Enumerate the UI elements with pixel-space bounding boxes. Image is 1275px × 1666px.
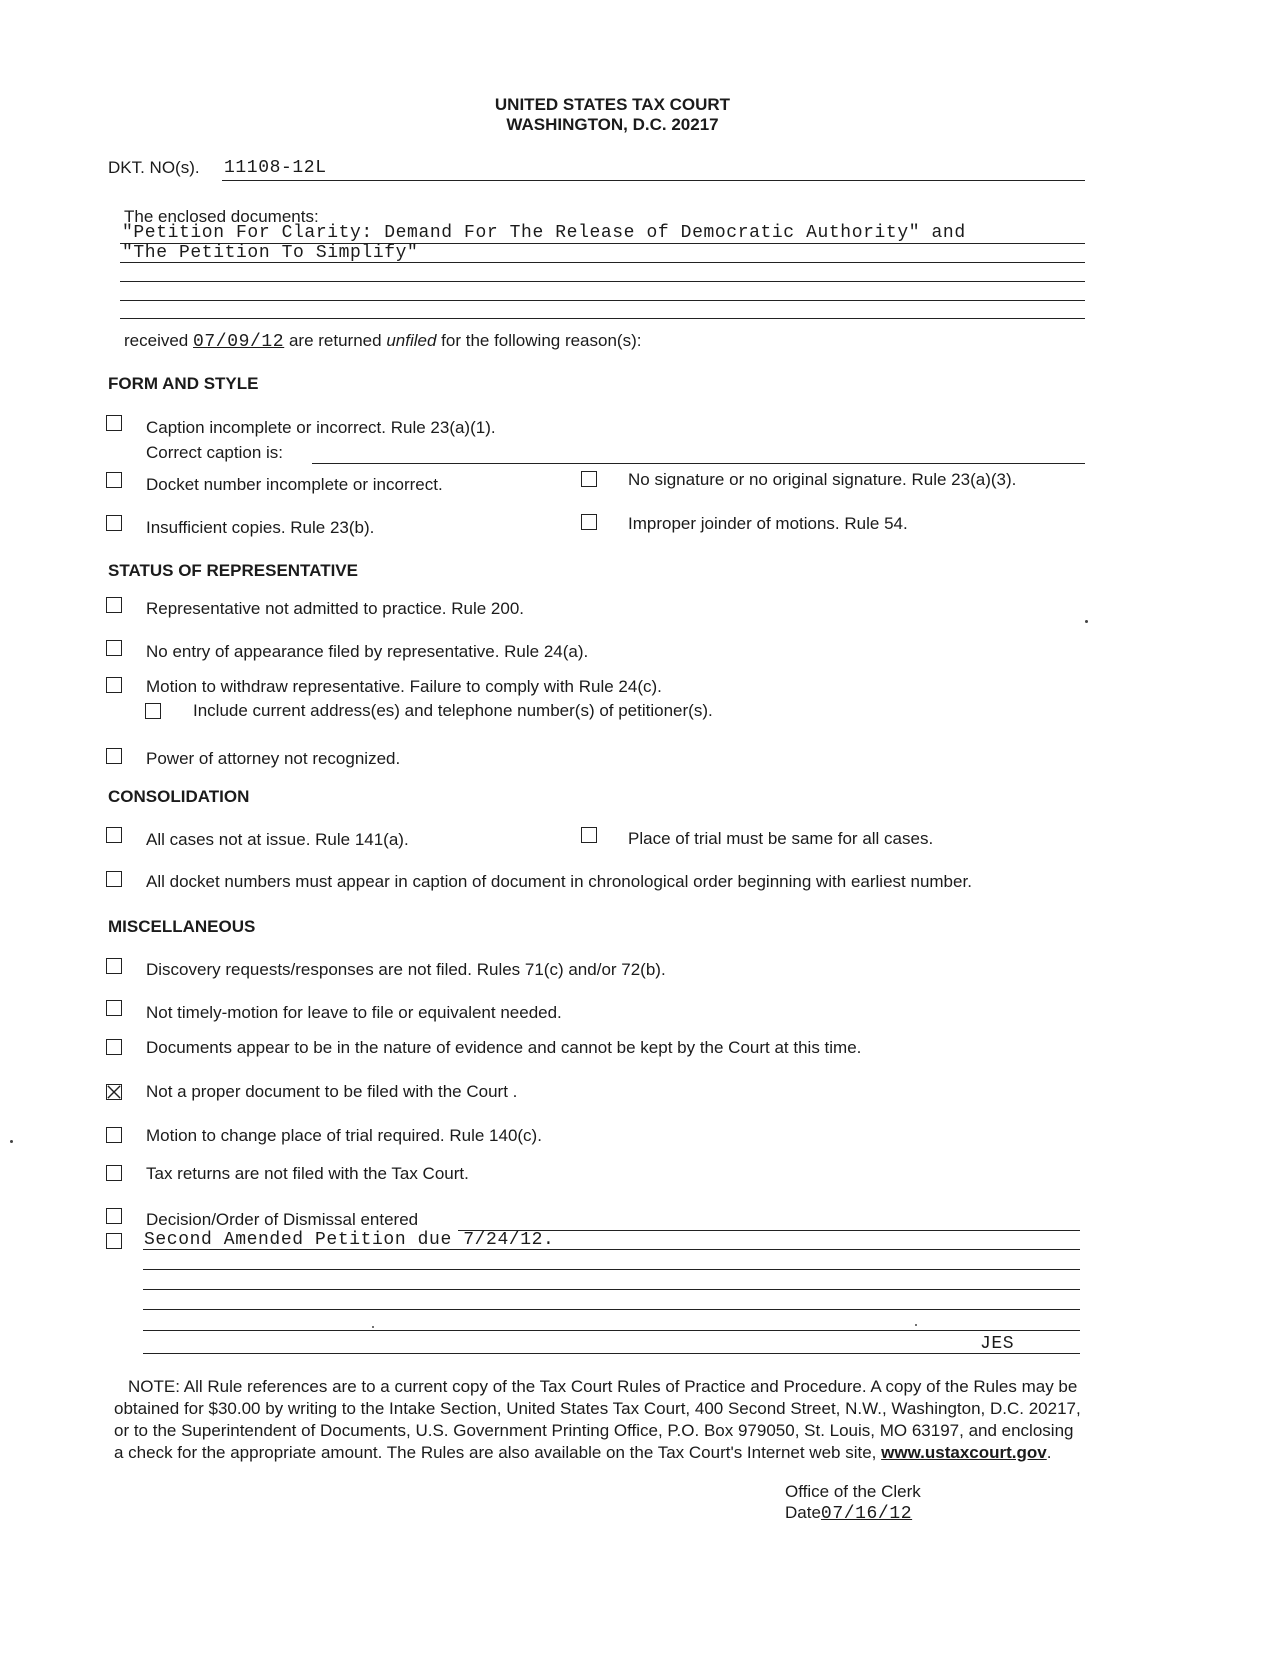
initials: JES bbox=[980, 1334, 1015, 1354]
misc-line-4 bbox=[143, 1309, 1080, 1310]
checkbox-not-admitted[interactable] bbox=[106, 597, 122, 613]
scan-speck bbox=[372, 1326, 374, 1328]
item-place-trial-same: Place of trial must be same for all cases. bbox=[628, 829, 934, 848]
section-misc: MISCELLANEOUS bbox=[108, 917, 256, 936]
item-not-at-issue: All cases not at issue. Rule 141(a). bbox=[146, 830, 409, 849]
checkbox-docket-order[interactable] bbox=[106, 871, 122, 887]
correct-caption-line bbox=[312, 463, 1085, 464]
office-of-clerk: Office of the Clerk bbox=[785, 1482, 921, 1501]
documents-line-1: "Petition For Clarity: Demand For The Release of Democratic Authority" and bbox=[122, 223, 966, 243]
item-docket-number: Docket number incomplete or incorrect. bbox=[146, 475, 443, 494]
checkbox-tax-returns[interactable] bbox=[106, 1165, 122, 1181]
item-tax-returns: Tax returns are not filed with the Tax Court. bbox=[146, 1164, 469, 1183]
item-not-admitted: Representative not admitted to practice. Rule 200. bbox=[146, 599, 524, 618]
misc-line-1 bbox=[143, 1249, 1080, 1250]
checkbox-decision-order[interactable] bbox=[106, 1208, 122, 1224]
item-not-timely: Not timely-motion for leave to file or equivalent needed. bbox=[146, 1003, 562, 1022]
checkbox-power-attorney[interactable] bbox=[106, 748, 122, 764]
item-discovery: Discovery requests/responses are not filed. Rules 71(c) and/or 72(b). bbox=[146, 960, 666, 979]
documents-underline-5 bbox=[120, 318, 1085, 319]
section-consolidation: CONSOLIDATION bbox=[108, 787, 250, 806]
checkbox-amended-petition[interactable] bbox=[106, 1233, 122, 1249]
received-date: 07/09/12 bbox=[193, 332, 285, 352]
checkbox-insufficient-copies[interactable] bbox=[106, 515, 122, 531]
misc-line-6 bbox=[143, 1353, 1080, 1354]
docket-line bbox=[222, 180, 1085, 181]
note-text: NOTE: All Rule references are to a current copy of the Tax Court Rules of Practice and Procedure. A copy of the Rules may be obtained for $30.00 by writing to the Intake Section, United States Tax Court, 400 Second Street, N.W., Washington, D.C. 20217, or to the Superintendent of Documents, U.S. Government Printing Office, P.O. Box 979050, St. Louis, MO 63197, and enclosing a check for the appropriate amount. The Rules are also available on the Tax Court's Internet web site, bbox=[114, 1377, 1081, 1462]
misc-line-5 bbox=[143, 1330, 1080, 1331]
item-power-attorney: Power of attorney not recognized. bbox=[146, 749, 401, 768]
documents-underline-4 bbox=[120, 300, 1085, 301]
website-link[interactable]: www.ustaxcourt.gov bbox=[881, 1443, 1047, 1462]
date-line bbox=[785, 1503, 912, 1524]
scan-speck bbox=[1085, 620, 1088, 623]
note-paragraph bbox=[114, 1376, 1084, 1464]
scan-speck bbox=[10, 1140, 13, 1143]
checkbox-not-timely[interactable] bbox=[106, 1000, 122, 1016]
item-include-address: Include current address(es) and telephone number(s) of petitioner(s). bbox=[193, 701, 713, 720]
note-end: . bbox=[1046, 1443, 1052, 1462]
court-address: WASHINGTON, D.C. 20217 bbox=[506, 115, 719, 134]
item-correct-caption: Correct caption is: bbox=[146, 443, 283, 462]
date-value: 07/16/12 bbox=[820, 1504, 913, 1524]
section-form-style: FORM AND STYLE bbox=[108, 374, 259, 393]
misc-line-3 bbox=[143, 1289, 1080, 1290]
returned-text: are returned bbox=[288, 331, 382, 350]
checkbox-discovery[interactable] bbox=[106, 958, 122, 974]
checkbox-not-proper[interactable] bbox=[106, 1084, 122, 1100]
checkbox-withdraw[interactable] bbox=[106, 677, 122, 693]
checkbox-evidence[interactable] bbox=[106, 1039, 122, 1055]
item-caption: Caption incomplete or incorrect. Rule 23(a)(1). bbox=[146, 418, 496, 437]
received-sentence bbox=[124, 331, 641, 352]
scan-speck bbox=[915, 1324, 917, 1326]
item-improper-joinder: Improper joinder of motions. Rule 54. bbox=[628, 514, 908, 533]
documents-line-2: "The Petition To Simplify" bbox=[122, 243, 419, 263]
checkbox-caption[interactable] bbox=[106, 415, 122, 431]
item-insufficient-copies: Insufficient copies. Rule 23(b). bbox=[146, 518, 375, 537]
check-x-icon bbox=[107, 1085, 121, 1099]
item-docket-order: All docket numbers must appear in caption of document in chronological order beginning with earliest number. bbox=[146, 872, 972, 891]
checkbox-improper-joinder[interactable] bbox=[581, 514, 597, 530]
unfiled-text: unfiled bbox=[386, 331, 437, 350]
date-label: Date bbox=[785, 1503, 821, 1522]
docket-number: 11108-12L bbox=[224, 158, 327, 178]
documents-underline-2 bbox=[120, 262, 1085, 263]
checkbox-change-place[interactable] bbox=[106, 1127, 122, 1143]
checkbox-docket-number[interactable] bbox=[106, 472, 122, 488]
checkbox-not-at-issue[interactable] bbox=[106, 827, 122, 843]
item-decision-order: Decision/Order of Dismissal entered bbox=[146, 1210, 419, 1229]
item-not-proper: Not a proper document to be filed with the Court . bbox=[146, 1082, 518, 1101]
section-representative: STATUS OF REPRESENTATIVE bbox=[108, 561, 358, 580]
checkbox-place-trial-same[interactable] bbox=[581, 827, 597, 843]
item-withdraw: Motion to withdraw representative. Failure to comply with Rule 24(c). bbox=[146, 677, 662, 696]
checkbox-no-entry[interactable] bbox=[106, 640, 122, 656]
checkbox-no-signature[interactable] bbox=[581, 471, 597, 487]
documents-label: The enclosed documents: bbox=[124, 207, 319, 226]
item-no-entry: No entry of appearance filed by representative. Rule 24(a). bbox=[146, 642, 589, 661]
misc-line-2 bbox=[143, 1269, 1080, 1270]
item-evidence: Documents appear to be in the nature of evidence and cannot be kept by the Court at this time. bbox=[146, 1038, 862, 1057]
item-amended-petition: Second Amended Petition due 7/24/12. bbox=[144, 1230, 555, 1250]
received-label: received bbox=[124, 331, 189, 350]
docket-label: DKT. NO(s). bbox=[108, 158, 200, 177]
checkbox-include-address[interactable] bbox=[145, 703, 161, 719]
documents-underline-3 bbox=[120, 281, 1085, 282]
item-change-place: Motion to change place of trial required. Rule 140(c). bbox=[146, 1126, 542, 1145]
item-no-signature: No signature or no original signature. Rule 23(a)(3). bbox=[628, 470, 1017, 489]
court-name: UNITED STATES TAX COURT bbox=[494, 95, 731, 114]
reasons-text: for the following reason(s): bbox=[441, 331, 642, 350]
